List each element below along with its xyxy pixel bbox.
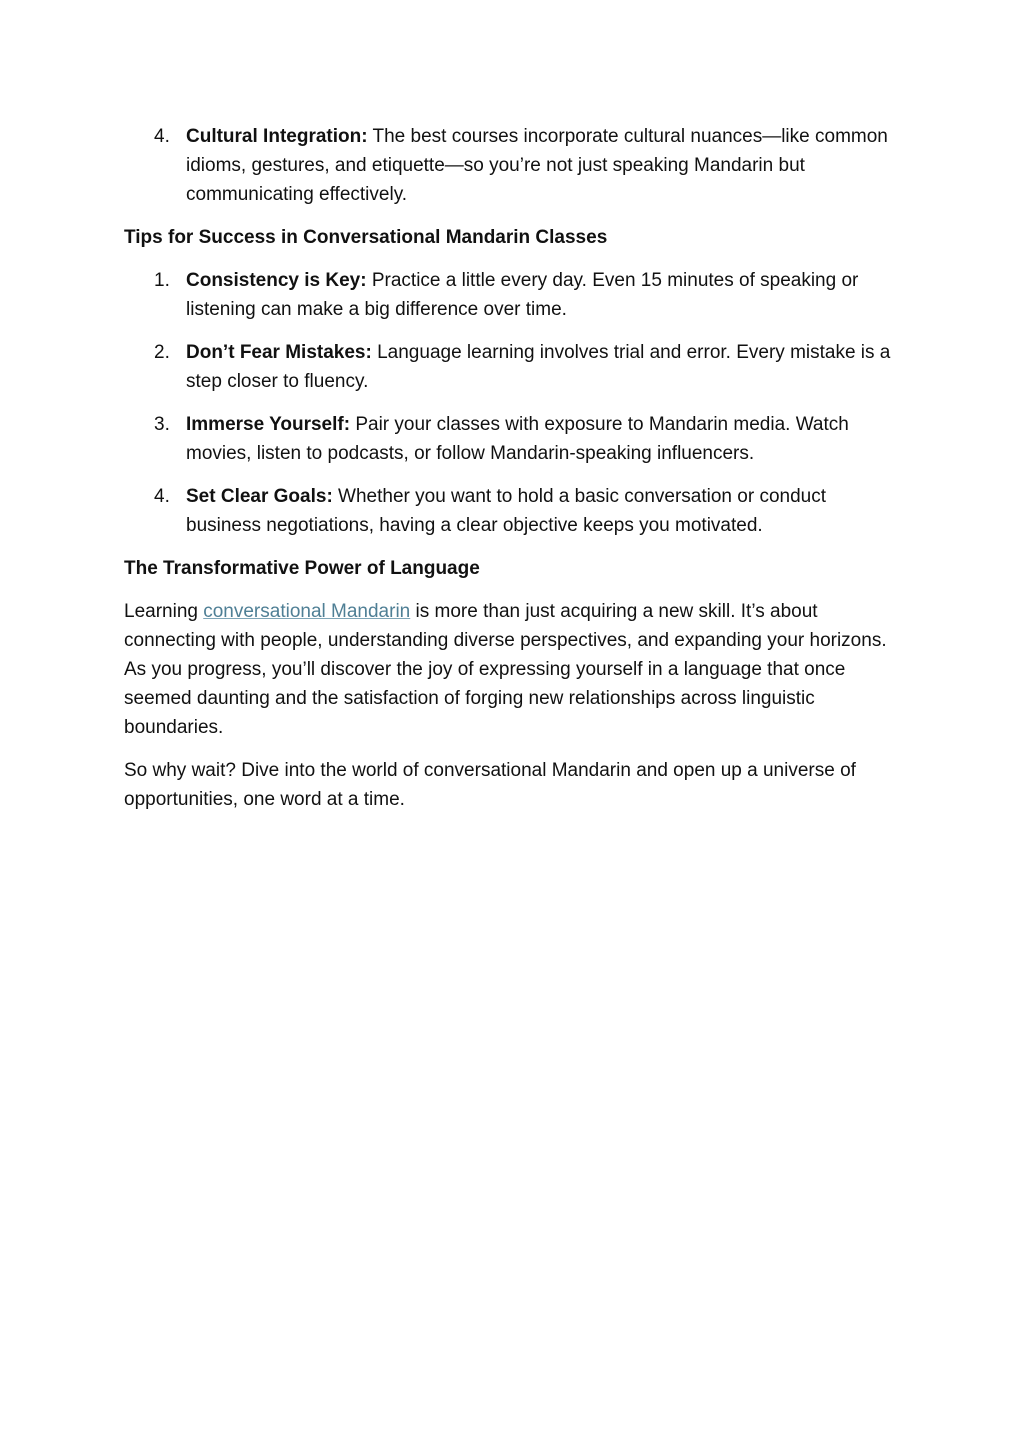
list-item-text: Language learning involves trial and error. Every mistake is a step closer to fluency. bbox=[186, 342, 891, 392]
paragraph-learning bbox=[124, 597, 898, 742]
paragraph-text: Learning bbox=[124, 601, 204, 622]
list-item-text: Pair your classes with exposure to Mandarin media. Watch movies, listen to podcasts, or follow Mandarin-speaking influencers. bbox=[186, 414, 849, 464]
list-item bbox=[124, 122, 898, 209]
list-number: 2. bbox=[154, 342, 170, 363]
list-item-lead: Consistency is Key: bbox=[186, 270, 367, 291]
tips-list bbox=[124, 266, 898, 540]
list-number: 3. bbox=[154, 414, 170, 435]
list-item-lead: Set Clear Goals: bbox=[186, 486, 333, 507]
list-number: 4. bbox=[154, 126, 170, 147]
conversational-mandarin-link[interactable]: conversational Mandarin bbox=[203, 601, 411, 622]
list-item bbox=[124, 266, 898, 324]
intro-list bbox=[124, 122, 898, 209]
list-item-lead: Cultural Integration: bbox=[186, 126, 368, 147]
list-item bbox=[124, 338, 898, 396]
paragraph-text: is more than just acquiring a new skill. It’s about connecting with people, understanding diverse perspectives, and expanding your horizons. As you progress, you’ll discover the joy of expressing yourself in a language that once seemed daunting and the satisfaction of forging new relationships across linguistic boundaries. bbox=[124, 601, 887, 738]
list-item-text: Practice a little every day. Even 15 minutes of speaking or listening can make a big difference over time. bbox=[186, 270, 859, 320]
section-heading-tips: Tips for Success in Conversational Mandarin Classes bbox=[124, 227, 608, 248]
list-item-lead: Don’t Fear Mistakes: bbox=[186, 342, 372, 363]
list-item bbox=[124, 410, 898, 468]
list-number: 1. bbox=[154, 270, 170, 291]
paragraph-closing: So why wait? Dive into the world of conversational Mandarin and open up a universe of opportunities, one word at a time. bbox=[124, 760, 856, 810]
list-item bbox=[124, 482, 898, 540]
list-item-text: The best courses incorporate cultural nuances—like common idioms, gestures, and etiquette—so you’re not just speaking Mandarin but communicating effectively. bbox=[186, 126, 888, 205]
list-item-lead: Immerse Yourself: bbox=[186, 414, 351, 435]
document-page bbox=[124, 122, 898, 828]
list-number: 4. bbox=[154, 486, 170, 507]
list-item-text: Whether you want to hold a basic conversation or conduct business negotiations, having a clear objective keeps you motivated. bbox=[186, 486, 827, 536]
section-heading-power: The Transformative Power of Language bbox=[124, 558, 480, 579]
